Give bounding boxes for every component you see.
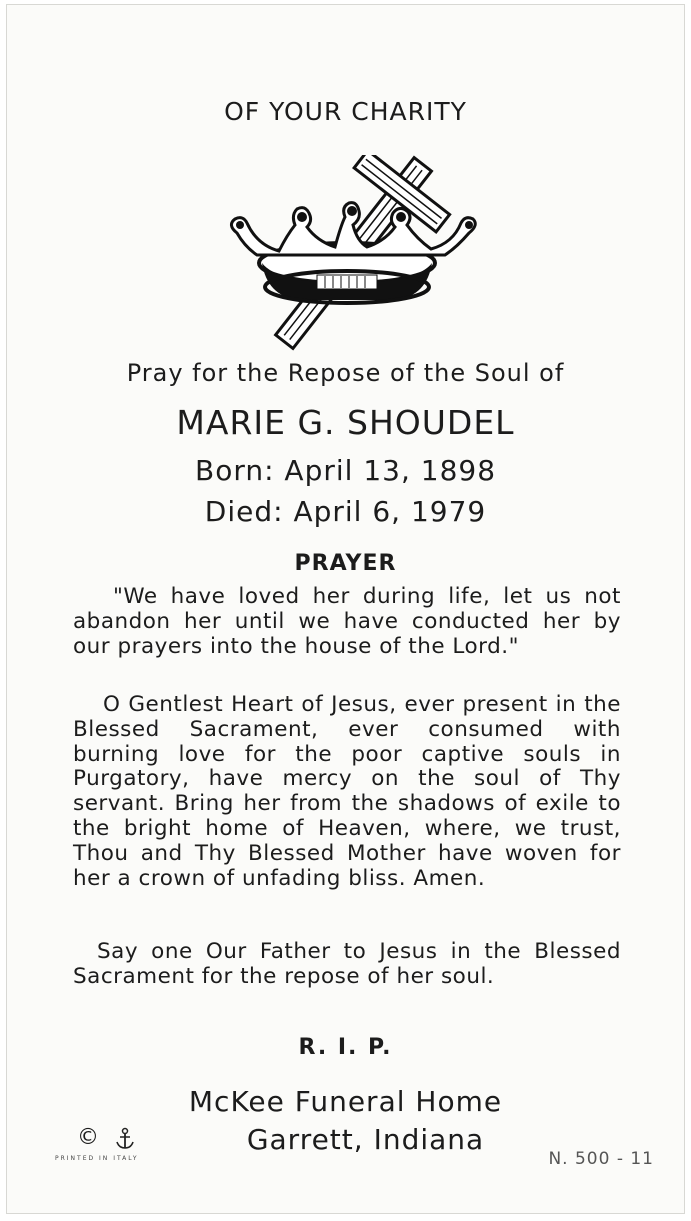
death-date: Died: April 6, 1979 <box>204 495 487 528</box>
funeral-home-name: McKee Funeral Home <box>188 1085 503 1118</box>
prayer-paragraph: "We have loved her during life, let us not abandon her until we have conducted her by our prayers into the house of the Lord." <box>73 584 621 659</box>
deceased-name: MARIE G. SHOUDEL <box>176 403 515 442</box>
card-heading: OF YOUR CHARITY <box>224 97 467 126</box>
anchor-icon <box>113 1127 137 1151</box>
pray-line: Pray for the Repose of the Soul of <box>126 359 565 387</box>
prayer-title: PRAYER <box>294 551 397 576</box>
crown-with-cross-icon <box>217 155 487 355</box>
rip-text: R. I. P. <box>298 1035 393 1060</box>
printer-logo <box>55 1125 165 1170</box>
funeral-home-location: Garrett, Indiana <box>246 1123 485 1156</box>
prayer-paragraph: O Gentlest Heart of Jesus, ever present in the Blessed Sacrament, ever consumed with burning love for the poor captive souls in Purgatory, have mercy on the soul of Thy servant. Bring her from the shadows of exile to the bright home of Heaven, where, we trust, Thou and Thy Blessed Mother have woven for her a crown of unfading bliss. Amen. <box>73 692 621 891</box>
prayer-paragraph: Say one Our Father to Jesus in the Blessed Sacrament for the repose of her soul. <box>73 939 621 989</box>
prayer-card <box>6 4 685 1214</box>
printed-in-label: PRINTED IN ITALY <box>55 1155 139 1162</box>
birth-date: Born: April 13, 1898 <box>194 454 497 487</box>
copyright-icon: © <box>77 1125 99 1150</box>
card-code: N. 500 - 11 <box>548 1149 654 1169</box>
